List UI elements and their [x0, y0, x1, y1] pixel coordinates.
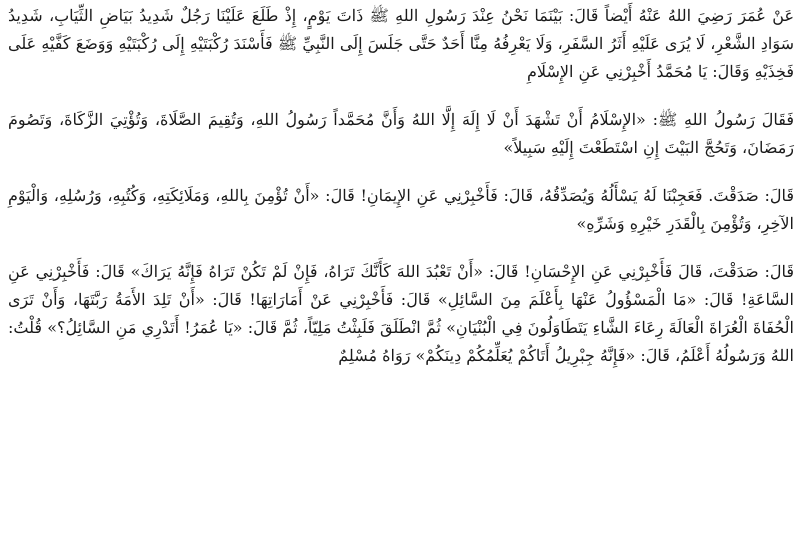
paragraph-narration-intro: عَنْ عُمَرَ رَضِيَ اللهُ عَنْهُ أَيْضاً قَالَ: بَيْنَمَا نَحْنُ عِنْدَ رَسُولِ اللهِ ﷺ ذَاتَ يَوْمٍ، إِذْ طَلَعَ عَلَيْنَا رَجُلٌ شَدِيدُ بَيَاضِ الثِّيَابِ، شَدِيدُ سَوَادِ الشَّعْرِ، لَا يُرَى عَلَيْهِ أَثَرُ السَّفَرِ، وَلَا يَعْرِفُهُ مِنَّا أَحَدٌ حَتَّى جَلَسَ إِلَى النَّبِيِّ ﷺ فَأَسْنَدَ رُكْبَتَيْهِ إِلَى رُكْبَتَيْهِ وَوَضَعَ كَفَّيْهِ عَلَى فَخِذَيْهِ وَقَالَ: يَا مُحَمَّدُ أَخْبِرْنِي عَنِ الإِسْلَامِ	[8, 6, 794, 81]
paragraph-iman-definition: قَالَ: صَدَقْتَ. فَعَجِبْنَا لَهُ يَسْأَلُهُ وَيُصَدِّقُهُ، قَالَ: فَأَخْبِرْنِي عَنِ الإِيمَانِ! قَالَ: «أَنْ تُؤْمِنَ بِاللهِ، وَمَلَائِكَتِهِ، وَكُتُبِهِ، وَرُسُلِهِ، وَالْيَوْمِ الآخِرِ، وَتُؤْمِنَ بِالْقَدَرِ خَيْرِهِ وَشَرِّهِ»	[8, 186, 794, 233]
paragraph-islam-definition: فَقَالَ رَسُولُ اللهِ ﷺ: «الإِسْلَامُ أَنْ تَشْهَدَ أَنْ لَا إِلَهَ إِلَّا اللهُ وَأَنَّ مُحَمَّداً رَسُولُ اللهِ، وَتُقِيمَ الصَّلَاةَ، وَتُؤْتِيَ الزَّكَاةَ، وَتَصُومَ رَمَضَانَ، وَتَحُجَّ البَيْتَ إِنِ اسْتَطَعْتَ إِلَيْهِ سَبِيلاً»	[8, 110, 795, 157]
paragraph-ihsan-and-hour: قَالَ: صَدَقْتَ، قَالَ فَأَخْبِرْنِي عَنِ الإِحْسَانِ! قَالَ: «أَنْ تَعْبُدَ اللهَ كَأَنَّكَ تَرَاهُ، فَإِنْ لَمْ تَكُنْ تَرَاهُ فَإِنَّهُ يَرَاكَ» قَالَ: فَأَخْبِرْنِي عَنِ السَّاعَةِ! قَالَ: «مَا الْمَسْؤُولُ عَنْهَا بِأَعْلَمَ مِنَ السَّائِلِ» قَالَ: فَأَخْبِرْنِي عَنْ أَمَارَاتِهَا! قَالَ: «أَنْ تَلِدَ الأَمَةُ رَبَّتَهَا، وَأَنْ تَرَى الْحُفَاةَ الْعُرَاةَ الْعَالَةَ رِعَاءَ الشَّاءِ يَتَطَاوَلُونَ فِي الْبُنْيَانِ» ثُمَّ انْطَلَقَ فَلَبِثْتُ مَلِيّاً، ثُمَّ قَالَ: «يَا عُمَرُ! أَتَدْرِي مَنِ السَّائِلُ؟» قُلْتُ: اللهُ وَرَسُولُهُ أَعْلَمُ، قَالَ: «فَإِنَّهُ جِبْرِيلُ أَتَاكُمْ يُعَلِّمُكُمْ دِينَكُمْ» رَوَاهُ مُسْلِمٌ	[8, 262, 795, 365]
hadith-text-page	[8, 2, 794, 560]
